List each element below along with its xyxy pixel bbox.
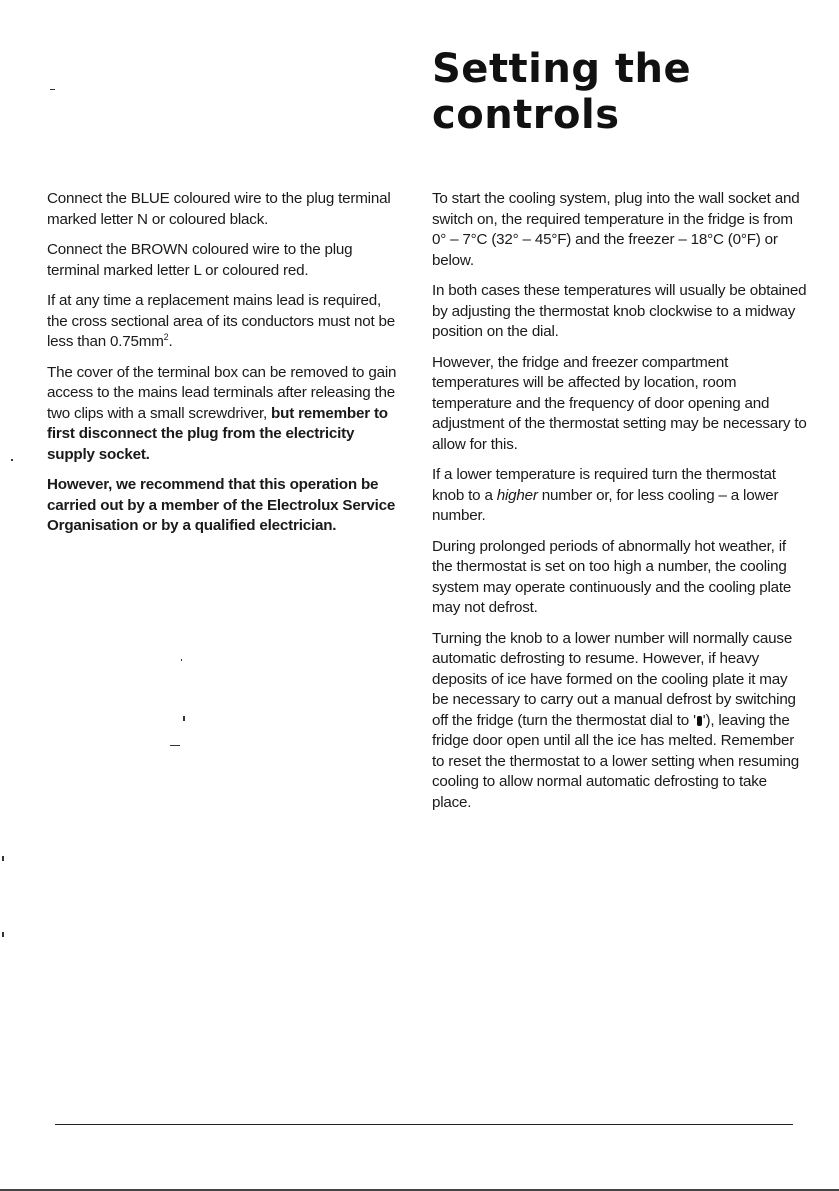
lower-temp-end: number or, for less cooling – a lower number.	[432, 486, 779, 524]
footer-rule	[55, 1124, 793, 1125]
scan-speck	[2, 856, 4, 861]
paragraph-blue-wire: Connect the BLUE coloured wire to the plug terminal marked letter N or coloured black.	[47, 190, 391, 228]
off-position-dot-icon	[697, 716, 702, 726]
higher-emphasis: higher	[496, 486, 538, 504]
squared-superscript: 2	[163, 331, 169, 342]
paragraph-replacement-lead	[47, 291, 405, 353]
paragraph-recommendation: However, we recommend that this operation be carried out by a member of the Electrolux Service Organisation or by a qualified electrician.	[47, 476, 396, 534]
paragraph-terminal-box	[47, 363, 405, 466]
paragraph-defrost	[432, 629, 807, 814]
scan-speck	[50, 89, 55, 90]
replacement-lead-text: If at any time a replacement mains lead is required, the cross sectional area of its conductors must not be less than 0.75mm	[47, 292, 395, 350]
scan-speck	[183, 716, 185, 721]
right-column	[432, 189, 807, 823]
defrost-end: '), leaving the fridge door open until all the ice has melted. Remember to reset the thermostat to a lower setting when resuming cooling to allow normal automatic defrosting to take place.	[432, 711, 799, 811]
page-title: Setting the controls	[432, 46, 692, 138]
replacement-lead-end: .	[168, 333, 173, 350]
scan-speck	[181, 659, 182, 661]
paragraph-temperature-factors: However, the fridge and freezer compartment temperatures will be affected by location, room temperature and the frequency of door opening and adjustment of the thermostat setting may be necessary to allow for this.	[432, 353, 807, 453]
paragraph-adjust-knob: In both cases these temperatures will usually be obtained by adjusting the thermostat knob clockwise to a midway position on the dial.	[432, 282, 807, 340]
lower-temp-text: If a lower temperature is required turn the thermostat knob to a	[432, 466, 776, 504]
scan-speck	[170, 745, 180, 746]
paragraph-lower-temperature	[432, 465, 807, 527]
paragraph-brown-wire: Connect the BROWN coloured wire to the plug terminal marked letter L or coloured red.	[47, 241, 353, 279]
left-column	[47, 189, 405, 547]
paragraph-start-cooling: To start the cooling system, plug into the wall socket and switch on, the required temperature in the fridge is from 0° – 7°C (32° – 45°F) and the freezer – 18°C (0°F) or below.	[432, 190, 800, 269]
disconnect-warning: but remember to first disconnect the plug from the electricity supply socket.	[47, 404, 388, 463]
scan-speck	[2, 932, 4, 937]
defrost-text: Turning the knob to a lower number will normally cause automatic defrosting to resume. However, if heavy deposits of ice have formed on the cooling plate it may be necessary to carry out a manual defrost by switching off the fridge (turn the thermostat dial to '	[432, 629, 796, 729]
paragraph-hot-weather: During prolonged periods of abnormally hot weather, if the thermostat is set on too high a number, the cooling system may operate continuously and the cooling plate may not defrost.	[432, 537, 792, 616]
terminal-box-text: The cover of the terminal box can be removed to gain access to the mains lead terminals after releasing the two clips with a small screwdriver,	[47, 363, 397, 422]
scan-speck	[11, 459, 13, 461]
